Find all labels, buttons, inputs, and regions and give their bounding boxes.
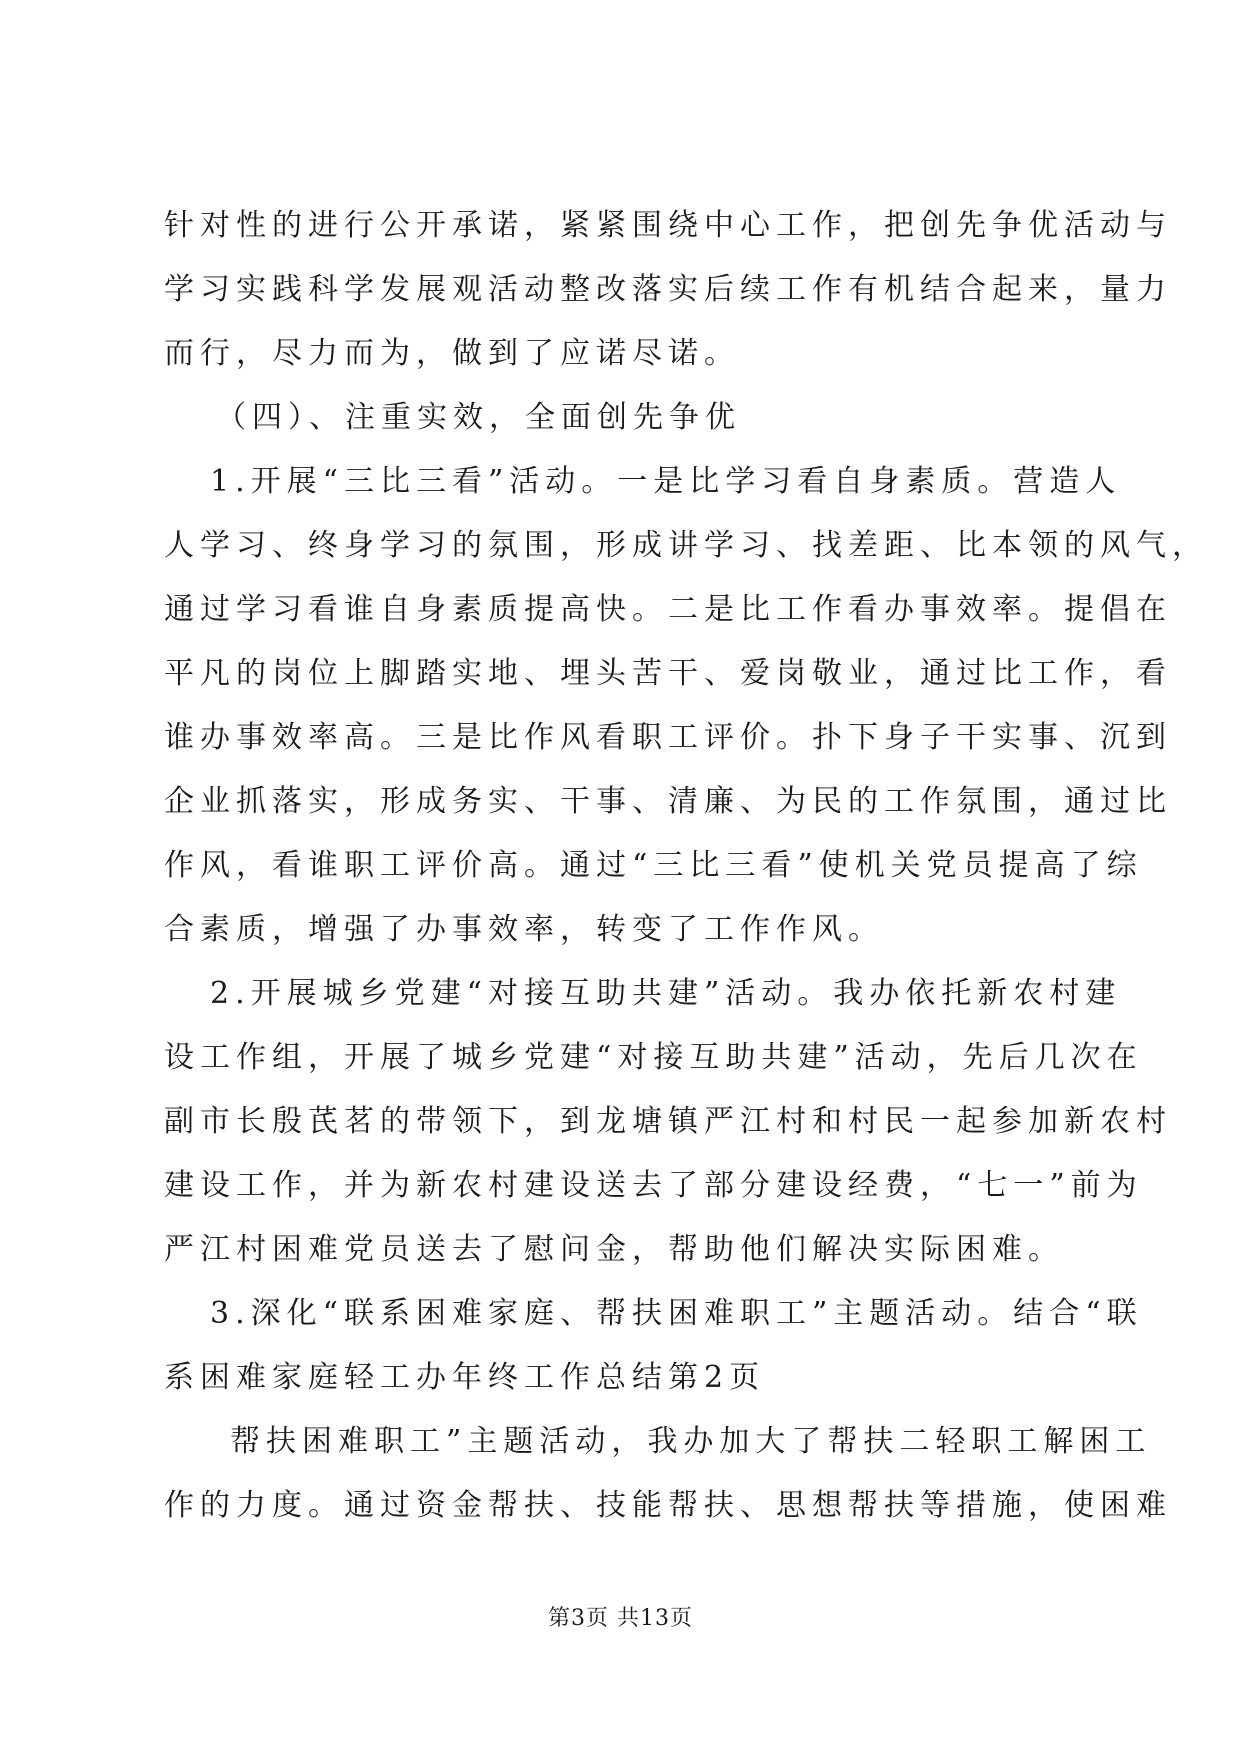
body-line: 平凡的岗位上脚踏实地、埋头苦干、爱岗敬业，通过比工作，看 [164,656,1172,691]
body-line: 谁办事效率高。三是比作风看职工评价。扑下身子干实事、沉到 [164,720,1172,755]
paragraph-start-line: 帮扶困难职工”主题活动，我办加大了帮扶二轻职工解困工 [230,1424,1152,1459]
body-line: 通过学习看谁自身素质提高快。二是比工作看办事效率。提倡在 [164,592,1172,627]
body-line: 学习实践科学发展观活动整改落实后续工作有机结合起来，量力 [164,272,1172,307]
body-line: 系困难家庭轻工办年终工作总结第2页 [164,1360,766,1395]
page-number-footer: 第3页 共13页 [548,1606,693,1631]
body-line: 建设工作，并为新农村建设送去了部分建设经费，“七一”前为 [164,1168,1143,1203]
body-line: 企业抓落实，形成务实、干事、清廉、为民的工作氛围，通过比 [164,784,1172,819]
body-line: 设工作组，开展了城乡党建“对接互助共建”活动，先后几次在 [164,1040,1143,1075]
body-line: 副市长殷芪茗的带领下，到龙塘镇严江村和村民一起参加新农村 [164,1104,1172,1139]
paragraph-start-line: 2.开展城乡党建“对接互助共建”活动。我办依托新农村建 [210,976,1122,1011]
body-line: 作的力度。通过资金帮扶、技能帮扶、思想帮扶等措施，使困难 [164,1488,1172,1523]
paragraph-start-line: 1.开展“三比三看”活动。一是比学习看自身素质。营造人 [210,464,1122,499]
body-line: 合素质，增强了办事效率，转变了工作作风。 [164,912,884,947]
body-line: 作风，看谁职工评价高。通过“三比三看”使机关党员提高了综 [164,848,1143,883]
body-line: 人学习、终身学习的氛围，形成讲学习、找差距、比本领的风气， [164,528,1208,563]
body-line: 针对性的进行公开承诺，紧紧围绕中心工作，把创先争优活动与 [164,208,1172,243]
section-heading: （四）、注重实效，全面创先争优 [216,400,741,435]
body-line: 严江村困难党员送去了慰问金，帮助他们解决实际困难。 [164,1232,1064,1267]
body-line: 而行，尽力而为，做到了应诺尽诺。 [164,336,740,371]
paragraph-start-line: 3.深化“联系困难家庭、帮扶困难职工”主题活动。结合“联 [210,1296,1143,1331]
